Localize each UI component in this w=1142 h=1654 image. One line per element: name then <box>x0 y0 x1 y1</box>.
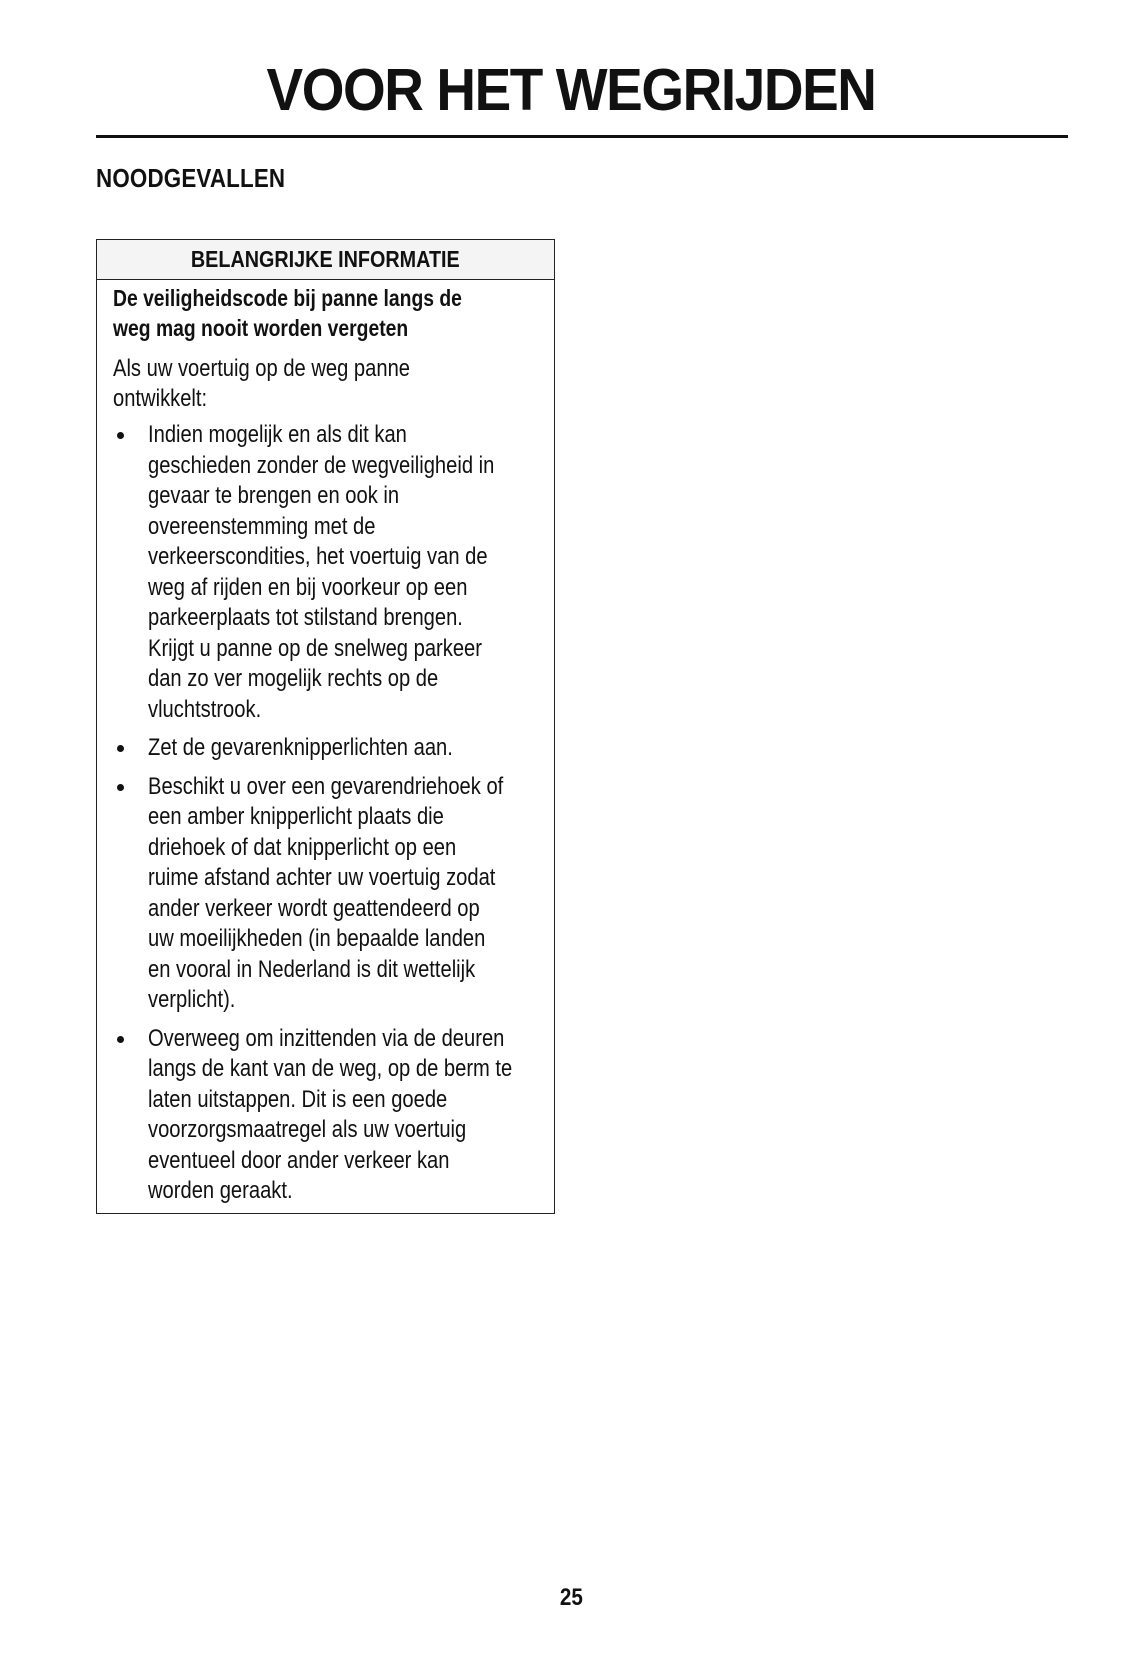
list-item-line: verkeerscondities, het voertuig van de <box>148 543 488 570</box>
list-item-line: uw moeilijkheden (in bepaalde landen <box>148 925 486 952</box>
info-box-body <box>97 283 554 1207</box>
list-item-line: Beschikt u over een gevarendriehoek of <box>148 772 504 800</box>
bullet-icon <box>117 784 124 791</box>
page-number-label: 25 <box>559 1584 583 1611</box>
warning-title-line: De veiligheidscode bij panne langs de <box>113 285 462 311</box>
list-item-line: laten uitstappen. Dit is een goede <box>148 1085 448 1113</box>
list-item-line: ander verkeer wordt geattendeerd op <box>148 894 480 922</box>
section-heading: NOODGEVALLEN <box>96 163 286 193</box>
list-item-line: eventueel door ander verkeer kan <box>148 1146 450 1174</box>
instruction-list <box>113 420 554 1207</box>
list-item-line: Krijgt u panne op de snelweg parkeer <box>148 634 482 662</box>
info-box-header <box>97 240 554 280</box>
list-item-line: gevaar te brengen en ook in <box>148 482 400 509</box>
list-item-line: en vooral in Nederland is dit wettelijk <box>148 955 476 983</box>
title-divider <box>96 135 1068 138</box>
warning-title-line: weg mag nooit worden vergeten <box>113 315 409 341</box>
intro-paragraph <box>113 354 554 414</box>
list-item-line: voorzorgsmaatregel als uw voertuig <box>148 1116 467 1143</box>
page-number <box>0 1583 1142 1613</box>
list-item <box>113 733 554 764</box>
list-item-line: dan zo ver mogelijk rechts op de <box>148 665 439 692</box>
bullet-icon <box>117 745 124 752</box>
list-item-line: parkeerplaats tot stilstand brengen. <box>148 604 463 631</box>
list-item-line: verplicht). <box>148 986 236 1013</box>
list-item-line: worden geraakt. <box>148 1177 293 1204</box>
intro-line: Als uw voertuig op de weg panne <box>113 355 411 382</box>
list-item-line: overeenstemming met de <box>148 512 376 540</box>
warning-title <box>113 283 554 343</box>
list-item <box>113 1024 554 1207</box>
list-item-line: langs de kant van de weg, op de berm te <box>148 1055 513 1082</box>
bullet-icon <box>117 432 124 439</box>
page-title: VOOR HET WEGRIJDEN <box>266 57 876 123</box>
bullet-icon <box>117 1036 124 1043</box>
list-item-line: weg af rijden en bij voorkeur op een <box>148 573 468 601</box>
list-item-line: een amber knipperlicht plaats die <box>148 803 444 830</box>
list-item-line: Indien mogelijk en als dit kan <box>148 421 407 448</box>
list-item-line: Zet de gevarenknipperlichten aan. <box>148 734 453 761</box>
info-box-header-label: BELANGRIJKE INFORMATIE <box>191 246 460 272</box>
list-item-line: vluchtstrook. <box>148 695 262 723</box>
list-item-line: ruime afstand achter uw voertuig zodat <box>148 864 496 891</box>
important-information-box <box>96 239 555 1214</box>
list-item-line: Overweeg om inzittenden via de deuren <box>148 1024 505 1052</box>
intro-line: ontwikkelt: <box>113 385 208 412</box>
list-item <box>113 772 554 1016</box>
list-item <box>113 420 554 725</box>
list-item-line: driehoek of dat knipperlicht op een <box>148 833 457 861</box>
list-item-line: geschieden zonder de wegveiligheid in <box>148 451 495 479</box>
